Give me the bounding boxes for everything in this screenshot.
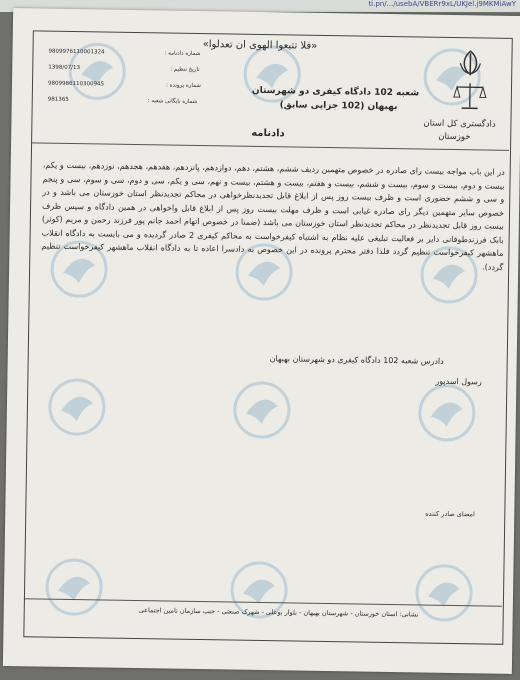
branch-title: شعبه 102 دادگاه کیفری دو شهرستان — [251, 85, 420, 99]
watermark-dove-icon — [414, 562, 475, 623]
org-line2: خوزستان — [438, 131, 471, 143]
meta-value: 981365 — [47, 96, 69, 103]
org-line1: دادگستری کل استان — [423, 118, 496, 130]
watermark-dove-icon — [44, 557, 105, 618]
city-title: بهبهان (102 جزایی سابق) — [279, 100, 398, 113]
meta-label: شماره پرونده : — [165, 82, 201, 90]
signature-court: دادرس شعبه 102 دادگاه کیفری دو شهرستان بهبهان — [269, 354, 444, 366]
ruling-text: در این باب مواجه بیست رای صادره در خصوص متهمین ردیف ششم، هشتم، دهم، دوازدهم، پانزدهم، هفدهم، هجدهم، نوزدهم، بیست و یکم، بیست و دوم، بیست و سوم، بیست و ششم، بیست و هفتم، بیست و هشتم، بیست و نهم، سی و یکم، سی و دوم، سی و سوم، سی و پنجم و سی و ششم حضوری است و ظرف بیست روز پس از ابلاغ قابل تجدیدنظرخواهی در محاکم تجدیدنظر استان خوزستان می باشد و در خصوص سایر متهمین دیگر رای صادره غیابی است و ظرف مهلت بیست روز پس از ابلاغ قابل واخواهی در همین دادگاه و سپس ظرف بیست روز قابل تجدیدنظر در محاکم تجدیدنظر استان خوزستان می باشد (ضمنا در خصوص اتهام احمد جانم پور فرزند رحمن و مریم (کوثر) بابک فرزندطوفانی دایر بر فعالیت تبلیغی علیه نظام به اشتباه کیفرخواست به محاکم کیفری 2 صادر گردیده و می بایست به دادگاه انقلاب ماهشهر کیفرخواست تنظیم گردد فلذا دفتر محترم پرونده در این خصوص به دادسرا اعاده تا به دادگاه انقلاب ماهشهر کیفرخواست تنظیم گردد). — [41, 160, 505, 272]
header-verse: «فلا تتبعوا الهوی ان تعدلوا» — [202, 39, 318, 52]
meta-label: شماره دادنامه : — [164, 50, 201, 57]
footer-address: نشانی: استان خوزستان - شهرستان بهبهان - بلوار بوعلی - شهرک صنعتی - جنب سازمان تامین اجتماعی — [138, 606, 419, 619]
court-document — [3, 8, 520, 674]
meta-value: 1398/07/13 — [48, 64, 81, 72]
iran-emblem-icon — [450, 49, 490, 78]
watermark-dove-icon — [416, 382, 477, 443]
meta-label: شماره بایگانی شعبه : — [147, 98, 198, 105]
signature-judge: رسول اسدپور — [435, 376, 482, 387]
watermark-dove-icon — [231, 380, 292, 441]
watermark-dove-icon — [46, 377, 107, 438]
issuer-signature-label: امضای صادر کننده — [425, 509, 475, 519]
document-type: دادنامه — [251, 127, 285, 140]
meta-value: 9809986110300945 — [47, 80, 105, 88]
url-text: ti.pn/.../usebA/VBERr9xL/UKJel.j9MKMiAwY — [368, 0, 516, 8]
justice-scales-icon — [452, 81, 488, 112]
meta-label: تاریخ تنظیم : — [170, 66, 200, 73]
meta-value: 9809976110001324 — [48, 48, 105, 56]
